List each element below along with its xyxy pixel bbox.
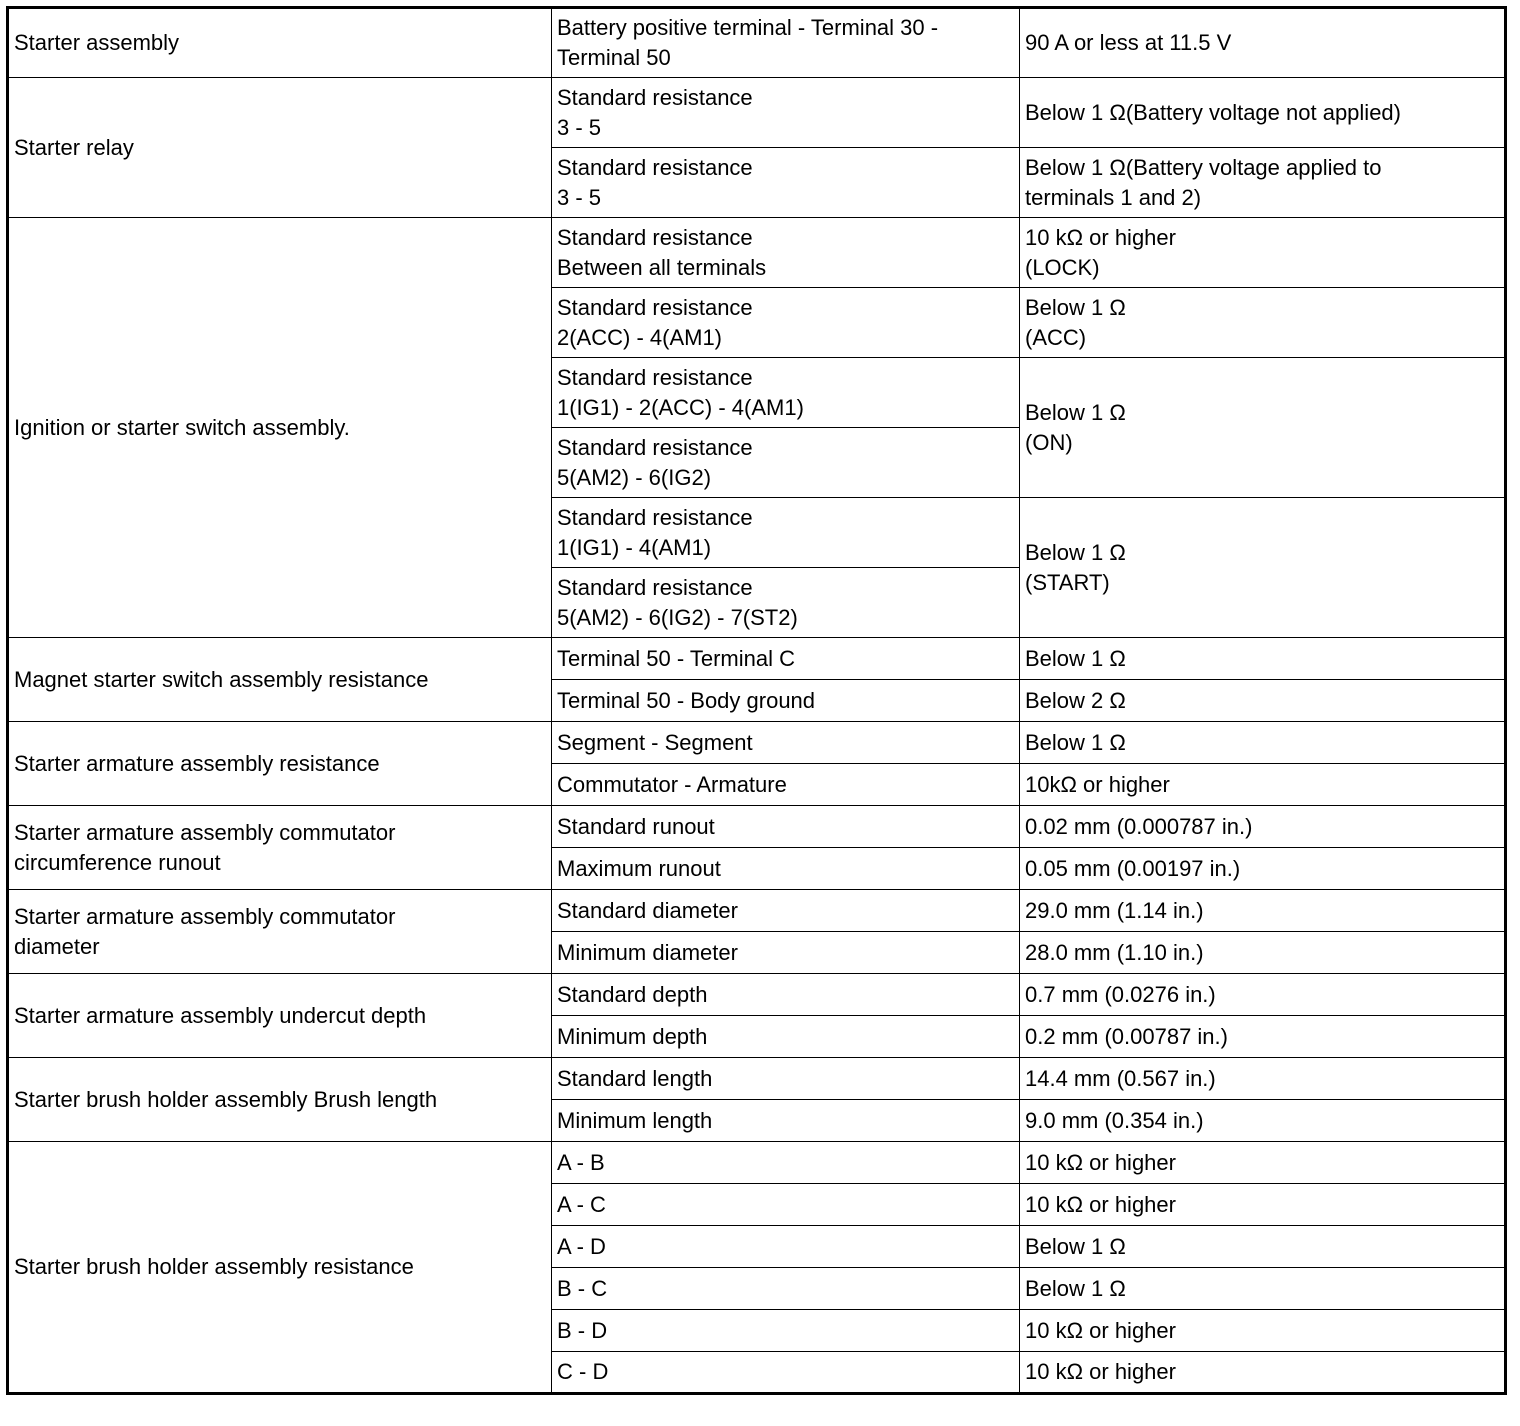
condition-cell — [552, 932, 1020, 974]
condition-cell — [552, 1226, 1020, 1268]
condition-cell — [552, 428, 1020, 498]
spec-value: 28.0 mm (1.10 in.) — [1025, 939, 1204, 965]
spec-value: 90 A or less at 11.5 V — [1025, 30, 1232, 55]
condition-text: Segment - Segment — [557, 729, 753, 755]
condition-cell — [552, 218, 1020, 288]
component-name: Starter armature assembly resistance — [14, 750, 380, 776]
spec-cell — [1020, 1058, 1506, 1100]
spec-value: Below 1 Ω — [1025, 1275, 1126, 1301]
component-name: Starter brush holder assembly resistance — [14, 1254, 414, 1279]
condition-cell — [552, 1184, 1020, 1226]
condition-text: Standard diameter — [557, 897, 738, 923]
condition-cell — [552, 8, 1020, 78]
component-name: Starter armature assembly commutator diameter — [14, 903, 396, 959]
table-row — [8, 890, 1506, 932]
condition-cell — [552, 638, 1020, 680]
condition-text: A - B — [557, 1149, 605, 1175]
condition-cell — [552, 848, 1020, 890]
condition-cell — [552, 1058, 1020, 1100]
spec-value: 0.02 mm (0.000787 in.) — [1025, 813, 1253, 839]
table-row — [8, 1058, 1506, 1100]
spec-cell — [1020, 1310, 1506, 1352]
condition-text: Standard runout — [557, 813, 715, 839]
component-name: Starter armature assembly commutator circumference runout — [14, 819, 396, 875]
condition-cell — [552, 1016, 1020, 1058]
spec-value: Below 1 Ω — [1025, 729, 1126, 755]
spec-value: 29.0 mm (1.14 in.) — [1025, 897, 1204, 923]
component-name: Starter brush holder assembly Brush length — [14, 1086, 438, 1112]
spec-cell — [1020, 1184, 1506, 1226]
component-cell — [8, 8, 552, 78]
component-cell — [8, 890, 552, 974]
spec-cell — [1020, 848, 1506, 890]
condition-text: Standard resistance 3 - 5 — [557, 154, 753, 210]
spec-cell — [1020, 498, 1506, 638]
spec-cell — [1020, 1016, 1506, 1058]
condition-text: C - D — [557, 1359, 609, 1384]
component-name: Starter armature assembly undercut depth — [14, 1002, 427, 1028]
condition-cell — [552, 1352, 1020, 1394]
spec-cell — [1020, 722, 1506, 764]
spec-value: Below 1 Ω — [1025, 1233, 1126, 1259]
component-name: Magnet starter switch assembly resistance — [14, 666, 429, 692]
condition-cell — [552, 974, 1020, 1016]
component-cell — [8, 1142, 552, 1394]
table-row — [8, 8, 1506, 78]
spec-cell — [1020, 218, 1506, 288]
spec-cell — [1020, 78, 1506, 148]
condition-text: Standard resistance 1(IG1) - 4(AM1) — [557, 504, 753, 560]
spec-value: 0.7 mm (0.0276 in.) — [1025, 981, 1216, 1007]
spec-value: 0.2 mm (0.00787 in.) — [1025, 1023, 1228, 1049]
spec-value: 10 kΩ or higher — [1025, 1359, 1176, 1384]
spec-value: Below 1 Ω(Battery voltage applied to terminals 1 and 2) — [1025, 154, 1382, 210]
condition-text: B - D — [557, 1317, 608, 1343]
spec-cell — [1020, 288, 1506, 358]
component-name: Starter assembly — [14, 30, 180, 55]
spec-cell — [1020, 1142, 1506, 1184]
spec-value: 10 kΩ or higher — [1025, 1317, 1176, 1343]
condition-cell — [552, 680, 1020, 722]
spec-value: 10kΩ or higher — [1025, 771, 1170, 797]
condition-text: Minimum length — [557, 1107, 713, 1133]
spec-cell — [1020, 890, 1506, 932]
condition-text: Standard length — [557, 1065, 713, 1091]
component-cell — [8, 974, 552, 1058]
condition-cell — [552, 148, 1020, 218]
condition-cell — [552, 1268, 1020, 1310]
condition-text: Maximum runout — [557, 855, 721, 881]
condition-text: A - D — [557, 1233, 606, 1259]
condition-cell — [552, 764, 1020, 806]
condition-cell — [552, 1100, 1020, 1142]
table-row — [8, 722, 1506, 764]
condition-cell — [552, 288, 1020, 358]
spec-cell — [1020, 680, 1506, 722]
condition-cell — [552, 1142, 1020, 1184]
condition-text: Standard resistance 1(IG1) - 2(ACC) - 4(AM1) — [557, 364, 804, 420]
spec-cell — [1020, 1100, 1506, 1142]
spec-value: 10 kΩ or higher — [1025, 1191, 1176, 1217]
spec-value: 10 kΩ or higher (LOCK) — [1025, 224, 1176, 280]
condition-text: Terminal 50 - Terminal C — [557, 645, 796, 671]
spec-value: 14.4 mm (0.567 in.) — [1025, 1065, 1216, 1091]
component-cell — [8, 1058, 552, 1142]
condition-text: Battery positive terminal - Terminal 30 - Terminal 50 — [557, 15, 939, 70]
condition-text: Standard resistance 3 - 5 — [557, 84, 753, 140]
component-name: Ignition or starter switch assembly. — [14, 414, 350, 440]
table-row — [8, 78, 1506, 148]
condition-text: Terminal 50 - Body ground — [557, 687, 816, 713]
condition-text: Standard resistance 2(ACC) - 4(AM1) — [557, 294, 753, 350]
spec-value: Below 1 Ω(Battery voltage not applied) — [1025, 99, 1401, 125]
condition-cell — [552, 78, 1020, 148]
spec-cell — [1020, 1268, 1506, 1310]
condition-cell — [552, 1310, 1020, 1352]
table-row — [8, 1142, 1506, 1184]
condition-text: B - C — [557, 1275, 608, 1301]
spec-value: 10 kΩ or higher — [1025, 1149, 1176, 1175]
spec-cell — [1020, 764, 1506, 806]
spec-value: Below 1 Ω (ACC) — [1025, 294, 1126, 350]
condition-text: Minimum diameter — [557, 939, 738, 965]
spec-cell — [1020, 974, 1506, 1016]
condition-cell — [552, 806, 1020, 848]
table-row — [8, 638, 1506, 680]
spec-cell — [1020, 358, 1506, 498]
component-cell — [8, 722, 552, 806]
table-row — [8, 218, 1506, 288]
condition-text: Minimum depth — [557, 1023, 708, 1049]
condition-text: Standard resistance Between all terminals — [557, 224, 767, 280]
spec-value: Below 2 Ω — [1025, 687, 1126, 713]
condition-cell — [552, 722, 1020, 764]
component-name: Starter relay — [14, 134, 134, 160]
spec-value: 0.05 mm (0.00197 in.) — [1025, 855, 1241, 881]
spec-value: Below 1 Ω (START) — [1025, 539, 1126, 595]
spec-table — [6, 6, 1507, 1395]
table-row — [8, 974, 1506, 1016]
spec-cell — [1020, 638, 1506, 680]
condition-text: Standard resistance 5(AM2) - 6(IG2) - 7(ST2) — [557, 574, 798, 630]
spec-value: 9.0 mm (0.354 in.) — [1025, 1107, 1204, 1133]
condition-cell — [552, 890, 1020, 932]
spec-value: Below 1 Ω — [1025, 645, 1126, 671]
component-cell — [8, 78, 552, 218]
spec-value: Below 1 Ω (ON) — [1025, 399, 1126, 455]
condition-text: A - C — [557, 1191, 606, 1217]
spec-cell — [1020, 1352, 1506, 1394]
spec-cell — [1020, 806, 1506, 848]
spec-cell — [1020, 148, 1506, 218]
component-cell — [8, 218, 552, 638]
spec-cell — [1020, 8, 1506, 78]
component-cell — [8, 638, 552, 722]
condition-cell — [552, 568, 1020, 638]
condition-text: Standard resistance 5(AM2) - 6(IG2) — [557, 434, 753, 490]
condition-text: Commutator - Armature — [557, 771, 787, 797]
table-row — [8, 806, 1506, 848]
component-cell — [8, 806, 552, 890]
condition-cell — [552, 498, 1020, 568]
condition-cell — [552, 358, 1020, 428]
condition-text: Standard depth — [557, 981, 708, 1007]
spec-cell — [1020, 1226, 1506, 1268]
spec-cell — [1020, 932, 1506, 974]
